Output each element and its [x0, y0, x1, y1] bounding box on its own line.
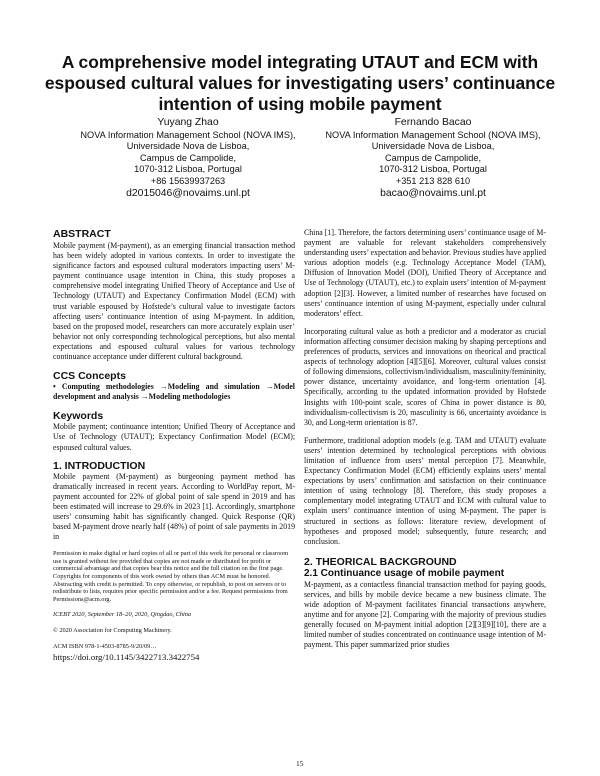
introduction-paragraph-continued: China [1]. Therefore, the factors determining users’ continuance usage of M-payment are valuable for relevant stakeholders comprehensively understanding users’ expectation and behavior. Previous studies have applied various adoption models (e.g. Technology Acceptance Model (TAM), Diffusion of Innovation Model (DOI), Unified Theory of Acceptance and Use of Technology (UTAUT), etc.) to explain users’ intention of M-payment adoption [2][3]. However, a limited number of researches have focused on users’ continuance intention of using M-payment, especially under cultural moderators’ effect.: [304, 228, 546, 318]
permission-notice: Permission to make digital or hard copies of all or part of this work for personal or classroom use is granted without fee provided that copies are not made or distributed for profit or commercial advantage and that copies bear this notice and the full citation on the first page. Copyrights for components of this work owned by others than ACM must be honored. Abstracting with credit is permitted. To copy otherwise, or republish, to post on servers or to redistribute to lists, requires prior specific permission and/or a fee. Request permissions from Permissions@acm.org.: [53, 550, 289, 603]
author-affiliation: NOVA Information Management School (NOVA IMS),: [325, 129, 541, 140]
author-email[interactable]: d2015046@novaims.unl.pt: [126, 188, 250, 200]
keywords-heading: Keywords: [53, 410, 104, 423]
author-affiliation: NOVA Information Management School (NOVA IMS),: [80, 129, 296, 140]
paper-title: A comprehensive model integrating UTAUT and ECM with espoused cultural values for investigating users’ continuance intention of using mobile payment: [44, 52, 556, 114]
theory-paragraph: M-payment, as a contactless financial transaction method for paying goods, services, and bills by mobile device became a new business climate. The wide adoption of M-payment facilitates financial transactions anywhere, anytime and for anyone [2]. Comparing with the majority of previous studies generally focused on M-payment initial adoption [2][3][9][10], there are a limited number of studies concentrated on continuance usage intention of M-payment. This paper summarized prior studies: [304, 579, 546, 650]
keywords-text: Mobile payment; continuance intention; Unified Theory of Acceptance and Use of Technology (UTAUT); Expectancy Confirmation Model (ECM); espoused cultural values.: [53, 422, 295, 452]
author-university: Universidade Nova de Lisboa,: [371, 141, 495, 152]
author-name: Yuyang Zhao: [157, 117, 219, 128]
conference-info: [53, 611, 295, 619]
abstract-text: Mobile payment (M-payment), as an emerging financial transaction method has been widely adopted in various contexts. In order to investigate the significance factors and espoused cultural moderators impacting users’ M-payment continuance usage intention in China, this study proposes a comprehensive model integrating Unified Theory of Acceptance and Use of Technology (UTAUT) and Expectancy Confirmation Model (ECM) with trust variable espoused by Hofstede’s cultural value to investigate factors affecting users’ continuance intention of using M-payment. In addition, based on the proposed model, researchers can more accurately explain user’ behavior not only corresponding technological perceptions, but also mental expectations and espoused cultural values for various technology continuance acceptance under different cultural background.: [53, 241, 295, 362]
theorical-background-heading: 2. THEORICAL BACKGROUND: [304, 555, 457, 568]
author-email[interactable]: bacao@novaims.unl.pt: [380, 188, 486, 200]
author-block-2: [303, 117, 563, 200]
author-campus: Campus de Campolide,: [384, 152, 481, 163]
author-university: Universidade Nova de Lisboa,: [126, 141, 250, 152]
ccs-text: • Computing methodologies →Modeling and simulation →Model development and analysis →Modeling methodologies: [53, 382, 295, 402]
introduction-paragraph-2: Incorporating cultural value as both a predictor and a moderator as crucial information affecting consumer decision making by shaping perceptions and preferences of products, services and innovations on theorical and practical aspects of technology adoption [4][5][6]. Moreover, cultural values consist of following dimensions, collectivism/individualism, masculinity/femininity, power distance, uncertainty avoidance, and long-term orientation [4]. Specifically, according to the updated information provided by Hofstede Insights with 100-point scale, scores of China in power distance is 80, individualism-collectivism is 20, masculinity is 66, uncertainty avoidance is 30, and Long-term orientation is 87.: [304, 326, 546, 427]
conference-name: ICEBT 2020, September 18–20, 2020, Qingdao, China: [53, 611, 192, 619]
left-column: [53, 228, 295, 663]
author-name: Fernando Bacao: [394, 117, 472, 128]
introduction-paragraph-3: Furthermore, traditional adoption models (e.g. TAM and UTAUT) evaluate users’ intention determined by technological perceptions with obvious limitation of influence from users’ mental perception [7]. Meanwhile, Expectancy Confirmation Model (ECM) efficiently explains users’ mental expectations by users’ confirmation and satisfaction on their continuance intention of using technology [8]. Therefore, this study proposes a complementary model integrating UTAUT and ECM with cultural value to explain users’ continuance intention of using M-payment. The paper is structured in sections as follows: literature review, development of hypotheses and proposed model; subsequently, future research; and conclusion.: [304, 435, 546, 546]
right-column: [304, 228, 546, 650]
ccs-heading: CCS Concepts: [53, 370, 126, 383]
author-phone: +351 213 828 610: [395, 175, 471, 186]
doi-link[interactable]: https://doi.org/10.1145/3422713.3422754: [53, 652, 200, 663]
author-city: 1070-312 Lisboa, Portugal: [134, 164, 242, 175]
author-campus: Campus de Campolide,: [139, 152, 236, 163]
subsection-heading: 2.1 Continuance usage of mobile payment: [304, 567, 505, 579]
author-phone: +86 15639937263: [150, 175, 226, 186]
introduction-heading: 1. INTRODUCTION: [53, 459, 146, 472]
introduction-paragraph: Mobile payment (M-payment) as burgeoning payment method has dramatically increased in recent years. According to WorldPay report, M-payment accounted for 22% of global point of sale spend in 2019 and has been estimated will increase to 29.6% in 2023 [1]. Accordingly, smartphone users’ consuming habit has significantly changed. Quick Response (QR) based M-payment drove nearly half (48%) of point of sale payments in 2019 in: [53, 471, 295, 542]
author-block-1: [58, 117, 318, 200]
page-number: 15: [296, 759, 304, 768]
copyright-line: © 2020 Association for Computing Machinery.: [53, 627, 172, 634]
author-city: 1070-312 Lisboa, Portugal: [379, 164, 487, 175]
isbn-line: ACM ISBN 978-1-4503-8785-9/20/09…: [53, 642, 157, 650]
abstract-heading: ABSTRACT: [53, 228, 111, 240]
